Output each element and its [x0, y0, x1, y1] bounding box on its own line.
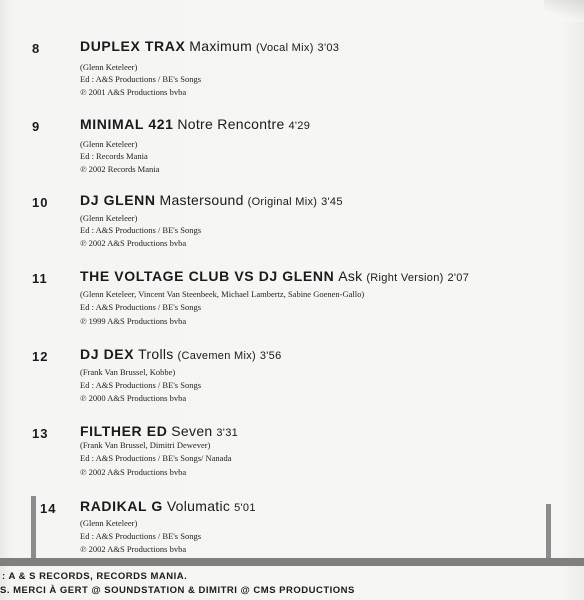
- track-copyright: ℗ 2002 A&S Productions bvba: [80, 467, 187, 477]
- track-copyright: ℗ 2002 Records Mania: [80, 164, 160, 174]
- track-version: (Right Version): [366, 272, 444, 284]
- track-song: Mastersound: [159, 192, 244, 208]
- track-duration: 3'03: [317, 42, 340, 54]
- track-title-line: [80, 268, 469, 284]
- frame-bar-right: [546, 504, 551, 564]
- track-writers: (Glenn Keteleer, Vincent Van Steenbeek, Michael Lambertz, Sabine Goenen-Gallo): [80, 289, 365, 299]
- track-artist: DUPLEX TRAX: [80, 38, 186, 54]
- track-artist: DJ GLENN: [80, 192, 156, 208]
- track-song: Notre Rencontre: [177, 116, 285, 132]
- track-publisher: Ed : A&S Productions / BE's Songs: [80, 225, 202, 235]
- track-copyright: ℗ 2002 A&S Productions bvba: [80, 544, 187, 554]
- track-title-line: [80, 346, 282, 362]
- track-song: Maximum: [189, 38, 253, 54]
- track-number: 12: [32, 349, 49, 364]
- track-number: 14: [40, 501, 57, 516]
- track-artist: FILTHER ED: [80, 423, 168, 439]
- track-number: 11: [32, 271, 48, 286]
- track-number: 13: [32, 426, 49, 441]
- track-publisher: Ed : A&S Productions / BE's Songs: [80, 302, 202, 312]
- track-number: 9: [32, 119, 41, 134]
- track-duration: 4'29: [288, 120, 311, 132]
- track-publisher: Ed : A&S Productions / BE's Songs: [80, 74, 202, 84]
- track-copyright: ℗ 2002 A&S Productions bvba: [80, 238, 187, 248]
- track-title-line: [80, 423, 238, 439]
- track-artist: RADIKAL G: [80, 498, 163, 514]
- track-number: 8: [32, 41, 41, 56]
- track-version: (Vocal Mix): [255, 42, 314, 54]
- track-publisher: Ed : Records Mania: [80, 151, 148, 161]
- track-version: (Cavemen Mix): [177, 350, 256, 362]
- track-writers: (Frank Van Brussel, Dimitri Dewever): [80, 440, 211, 450]
- track-version: (Original Mix): [247, 196, 318, 208]
- track-number: 10: [32, 195, 49, 210]
- frame-bar-left: [31, 496, 36, 564]
- track-title-line: [80, 498, 256, 514]
- track-artist: THE VOLTAGE CLUB VS DJ GLENN: [80, 268, 335, 284]
- track-writers: (Glenn Keteleer): [80, 213, 138, 223]
- track-artist: DJ DEX: [80, 346, 135, 362]
- track-title-line: [80, 116, 310, 132]
- track-song: Seven: [171, 423, 213, 439]
- track-publisher: Ed : A&S Productions / BE's Songs: [80, 380, 202, 390]
- track-duration: 2'07: [447, 272, 470, 284]
- track-artist: MINIMAL 421: [80, 116, 174, 132]
- track-writers: (Glenn Keteleer): [80, 139, 138, 149]
- track-publisher: Ed : A&S Productions / BE's Songs: [80, 531, 202, 541]
- track-song: Trolls: [138, 346, 174, 362]
- track-writers: (Frank Van Brussel, Kobbe): [80, 367, 176, 377]
- track-writers: (Glenn Keteleer): [80, 518, 138, 528]
- track-song: Ask: [338, 268, 363, 284]
- track-copyright: ℗ 2000 A&S Productions bvba: [80, 393, 187, 403]
- footer-labels-line: : A & S RECORDS, RECORDS MANIA.: [2, 571, 188, 582]
- footer-thanks-line: S. MERCI À GERT @ SOUNDSTATION & DIMITRI @ CMS PRODUCTIONS: [0, 585, 355, 596]
- track-duration: 5'01: [234, 502, 256, 514]
- track-duration: 3'45: [321, 196, 343, 208]
- track-title-line: [80, 192, 343, 208]
- frame-bar-bottom: [0, 558, 584, 566]
- track-publisher: Ed : A&S Productions / BE's Songs/ Nanada: [80, 453, 232, 463]
- track-writers: (Glenn Keteleer): [80, 62, 138, 72]
- track-song: Volumatic: [166, 498, 231, 514]
- track-copyright: ℗ 2001 A&S Productions bvba: [80, 87, 187, 97]
- page-corner-shadow: [544, 0, 584, 22]
- track-copyright: ℗ 1999 A&S Productions bvba: [80, 316, 187, 326]
- track-title-line: [80, 38, 339, 54]
- track-duration: 3'56: [259, 350, 282, 362]
- track-duration: 3'31: [216, 427, 239, 439]
